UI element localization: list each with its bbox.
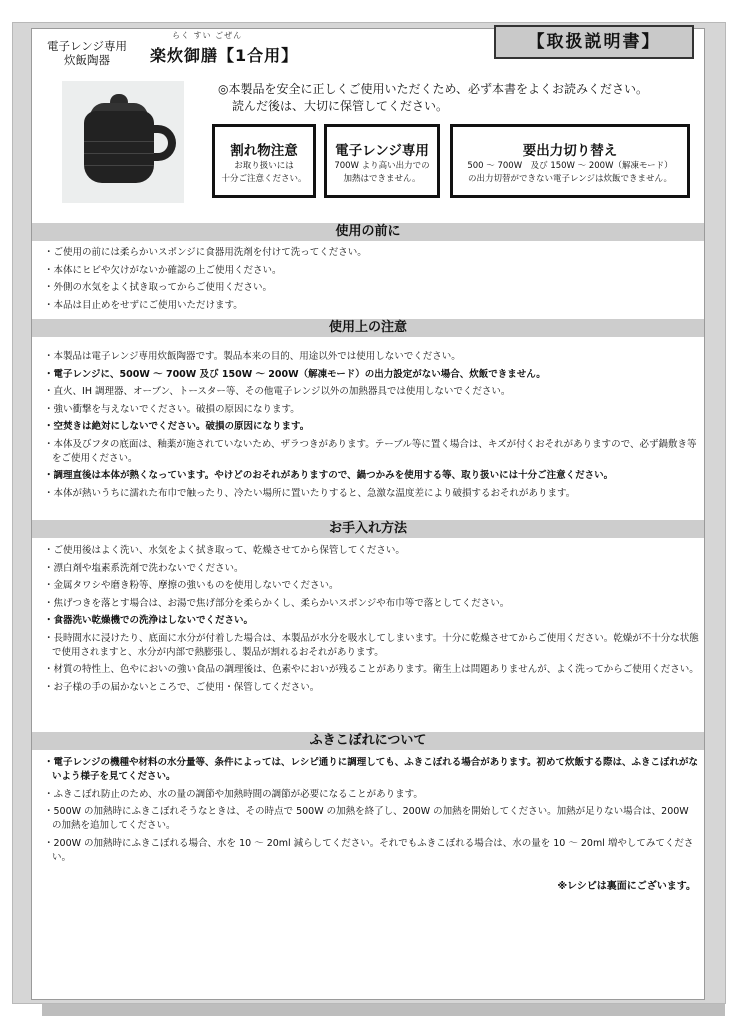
section-header-care: お手入れ方法 <box>32 520 704 538</box>
product-kind-line1: 電子レンジ専用 <box>47 39 127 53</box>
list-item: ・ お子様の手の届かないところで、ご使用・保管してください。 <box>44 681 700 695</box>
list-item: ・ 直火、IH 調理器、オーブン、トースター等、その他電子レンジ以外の加熱器具では使用しないでください。 <box>44 385 700 399</box>
list-item: ・ ご使用の前には柔らかいスポンジに食器用洗剤を付けて洗ってください。 <box>44 246 700 260</box>
intro-line2: 読んだ後は、大切に保管してください。 <box>232 99 449 113</box>
intro-line1: ◎本製品を安全に正しくご使用いただくため、必ず本書をよくお読みください。 <box>218 82 648 96</box>
notice-title: 電子レンジ専用 <box>335 143 429 159</box>
list-item: ・ ふきこぼれ防止のため、水の量の調節や加熱時間の調節が必要になることがあります。 <box>44 788 700 802</box>
list-item: ・ 500W の加熱時にふきこぼれそうなときは、その時点で 500W の加熱を終了し、200W の加熱を開始してください。加熱が足りない場合は、200W の加熱を追加してください。 <box>44 805 700 833</box>
care-list <box>44 544 700 698</box>
list-item: ・ 本品は目止めをせずにご使用いただけます。 <box>44 299 700 313</box>
list-item: ・ 調理直後は本体が熱くなっています。やけどのおそれがありますので、鍋つかみを使用する等、取り扱いには十分ご注意ください。 <box>44 469 700 483</box>
list-item: ・ 食器洗い乾燥機での洗浄はしないでください。 <box>44 614 700 628</box>
pot-body <box>84 111 154 183</box>
precautions-list <box>44 350 700 504</box>
pot-ring <box>84 165 154 166</box>
before-use-list <box>44 246 700 316</box>
section-header-boilover: ふきこぼれについて <box>32 732 704 750</box>
list-item: ・ 電子レンジの機種や材料の水分量等、条件によっては、レシピ通りに調理しても、ふきこぼれる場合があります。初めて炊飯する際は、ふきこぼれがないよう様子を見てください。 <box>44 756 700 784</box>
notice-title: 要出力切り替え <box>522 143 618 159</box>
intro-text <box>218 81 702 115</box>
pot-ring <box>84 153 154 154</box>
recipe-note: ※レシピは裏面にございます。 <box>557 881 696 892</box>
list-item: ・ 長時間水に浸けたり、底面に水分が付着した場合は、本製品が水分を吸水してしまいます。十分に乾燥させてからご使用ください。乾燥が不十分な状態で使用されますと、水分が内部で熱膨張し、製品が割れるおそれがあります。 <box>44 632 700 660</box>
list-item: ・ 強い衝撃を与えないでください。破損の原因になります。 <box>44 403 700 417</box>
list-item: ・ 焦げつきを落とす場合は、お湯で焦げ部分を柔らかくし、柔らかいスポンジや布巾等で落としてください。 <box>44 597 700 611</box>
title-ruby: らく すい ごぜん <box>172 31 243 40</box>
notice-fragile <box>212 124 316 198</box>
notice-title: 割れ物注意 <box>230 143 298 159</box>
product-title: 楽炊御膳【1合用】 <box>150 46 299 65</box>
list-item: ・ 空焚きは絶対にしないでください。破損の原因になります。 <box>44 420 700 434</box>
notice-text: 500 ～ 700W 及び 150W ～ 200W（解凍モード） <box>467 161 673 171</box>
notice-microwave-only <box>324 124 440 198</box>
list-item: ・ 外側の水気をよく拭き取ってからご使用ください。 <box>44 281 700 295</box>
notice-text: の出力切替ができない電子レンジは炊飯できません。 <box>467 174 673 184</box>
list-item: ・ 本製品は電子レンジ専用炊飯陶器です。製品本来の目的、用途以外では使用しないでください。 <box>44 350 700 364</box>
list-item: ・ 漂白剤や塩素系洗剤で洗わないでください。 <box>44 562 700 576</box>
list-item: ・ 本体にヒビや欠けがないか確認の上ご使用ください。 <box>44 264 700 278</box>
section-header-before-use: 使用の前に <box>32 223 704 241</box>
list-item: ・ 本体及びフタの底面は、釉薬が施されていないため、ザラつきがあります。テーブル等に置く場合は、キズが付くおそれがありますので、必ず鍋敷き等をご使用ください。 <box>44 438 700 466</box>
instruction-sheet <box>31 28 705 1000</box>
list-item: ・ 材質の特性上、色やにおいの強い食品の調理後は、色素やにおいが残ることがあります。衛生上は問題ありませんが、よく洗ってからご使用ください。 <box>44 663 700 677</box>
boilover-list <box>44 756 700 868</box>
list-item: ・ 本体が熱いうちに濡れた布巾で触ったり、冷たい場所に置いたりすると、急激な温度差により破損するおそれがあります。 <box>44 487 700 501</box>
pot-ring <box>84 141 154 142</box>
product-kind <box>37 39 137 67</box>
list-item: ・ 金属タワシや磨き粉等、摩擦の強いものを使用しないでください。 <box>44 579 700 593</box>
document-label: 【取扱説明書】 <box>494 25 694 59</box>
list-item: ・ 電子レンジに、500W ～ 700W 及び 150W ～ 200W（解凍モード）の出力設定がない場合、炊飯できません。 <box>44 368 700 382</box>
list-item: ・ 200W の加熱時にふきこぼれる場合、水を 10 ～ 20ml 減らしてください。それでもふきこぼれる場合は、水の量を 10 ～ 20ml 増やしてみてください。 <box>44 837 700 865</box>
section-header-precautions: 使用上の注意 <box>32 319 704 337</box>
product-kind-line2: 炊飯陶器 <box>64 53 110 67</box>
list-item: ・ ご使用後はよく洗い、水気をよく拭き取って、乾燥させてから保管してください。 <box>44 544 700 558</box>
notice-text: 十分ご注意ください。 <box>221 174 307 184</box>
notice-output-switch <box>450 124 690 198</box>
notice-text: お取り扱いには <box>234 161 294 171</box>
notice-text: 加熱はできません。 <box>343 174 421 184</box>
product-image <box>62 81 184 203</box>
notice-text: 700W より高い出力での <box>334 161 430 171</box>
